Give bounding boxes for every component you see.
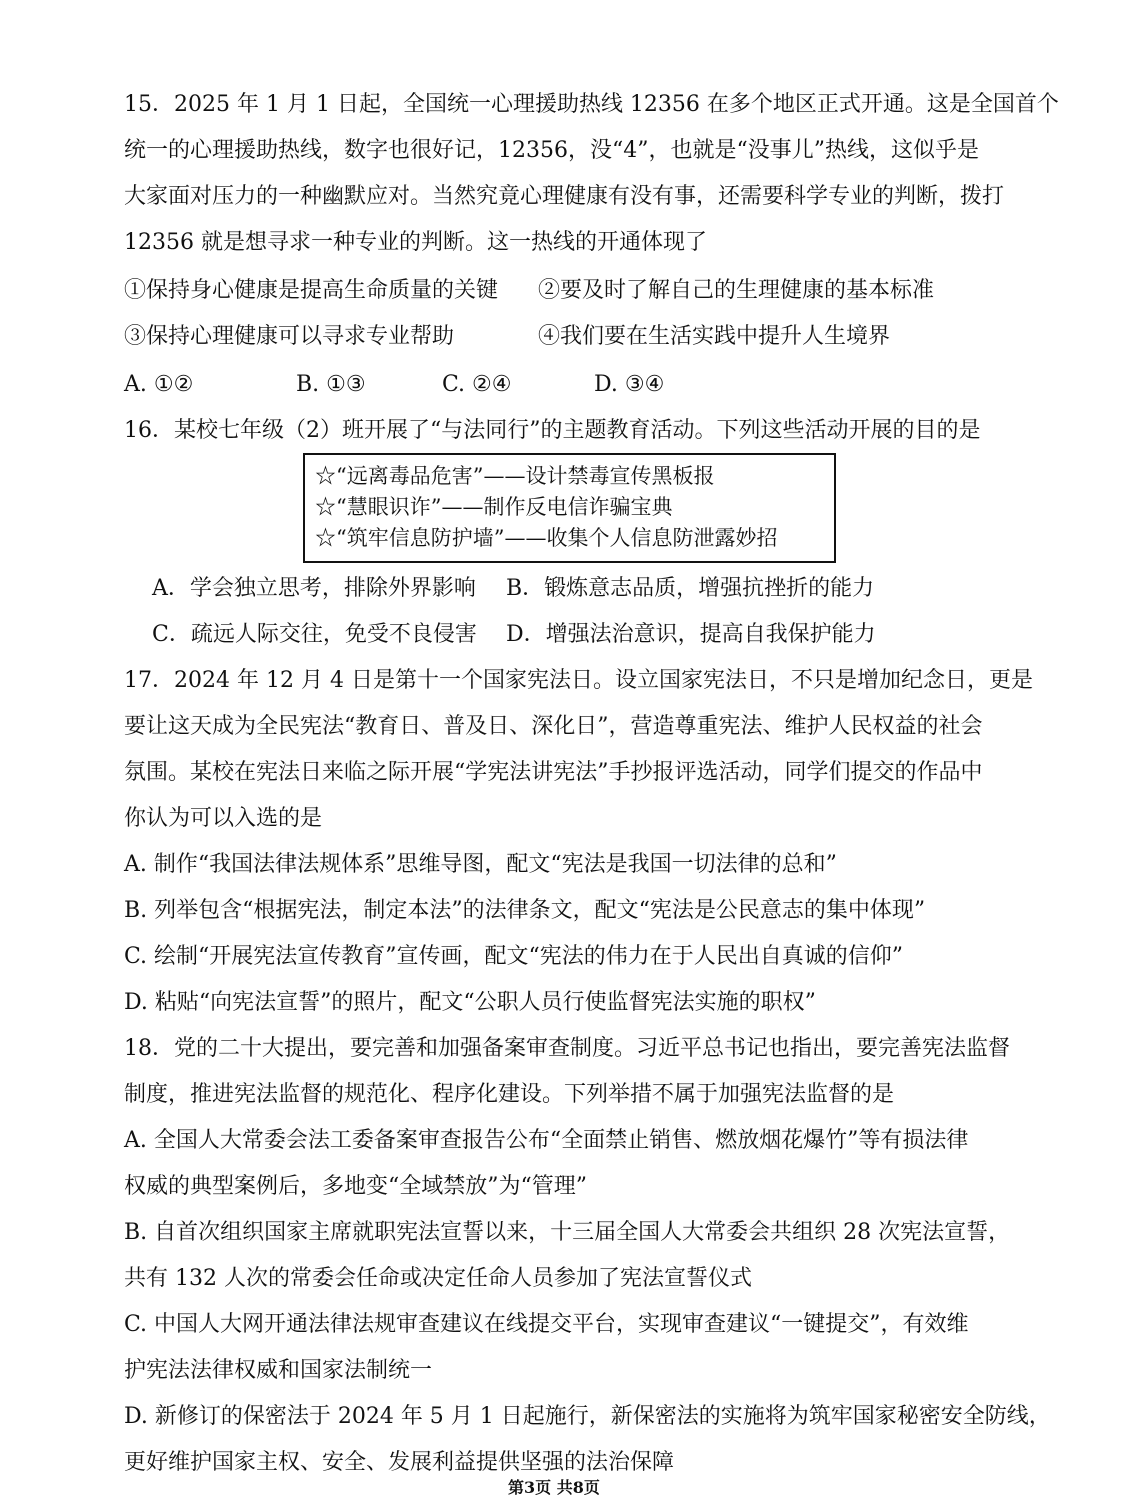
q15-line: 12356 就是想寻求一种专业的判断。这一热线的开通体现了 — [124, 230, 707, 255]
q18-choice-d: D. 新修订的保密法于 2024 年 5 月 1 日起施行，新保密法的实施将为筑牢国家秘密安全防线， — [124, 1404, 1051, 1429]
q17-choice-b: B. 列举包含“根据宪法，制定本法”的法律条文，配文“宪法是公民意志的集中体现” — [124, 898, 926, 923]
q16-activity: ☆“筑牢信息防护墙”——收集个人信息防泄露妙招 — [315, 526, 778, 550]
q15-statement: ④我们要在生活实践中提升人生境界 — [538, 324, 891, 349]
q15-statement: ③保持心理健康可以寻求专业帮助 — [124, 324, 455, 349]
q18-choice-b: B. 自首次组织国家主席就职宪法宣誓以来，十三届全国人大常委会共组织 28 次宪法宣誓， — [124, 1220, 1011, 1245]
q17-line: 要让这天成为全民宪法“教育日、普及日、深化日”，营造尊重宪法、维护人民权益的社会 — [124, 714, 983, 739]
q15-line: 15．2025 年 1 月 1 日起，全国统一心理援助热线 12356 在多个地区正式开通。这是全国首个 — [124, 92, 1059, 117]
q16-choice-b: B．锻炼意志品质，增强抗挫折的能力 — [506, 576, 875, 601]
q17-choice-d: D. 粘贴“向宪法宣誓”的照片，配文“公职人员行使监督宪法实施的职权” — [124, 990, 816, 1015]
q16-activity: ☆“远离毒品危害”——设计禁毒宣传黑板报 — [315, 464, 715, 488]
q16-stem: 16．某校七年级（2）班开展了“与法同行”的主题教育活动。下列这些活动开展的目的是 — [124, 418, 981, 443]
q15-choice-a: A. ①② — [124, 372, 194, 397]
q15-line: 大家面对压力的一种幽默应对。当然究竟心理健康有没有事，还需要科学专业的判断，拨打 — [124, 184, 1005, 209]
q17-choice-a: A. 制作“我国法律法规体系”思维导图，配文“宪法是我国一切法律的总和” — [124, 852, 837, 877]
q17-line: 氛围。某校在宪法日来临之际开展“学宪法讲宪法”手抄报评选活动，同学们提交的作品中 — [124, 760, 983, 785]
q16-choice-c: C．疏远人际交往，免受不良侵害 — [152, 622, 477, 647]
q18-line: 制度，推进宪法监督的规范化、程序化建设。下列举措不属于加强宪法监督的是 — [124, 1082, 895, 1107]
q18-choice-a: A. 全国人大常委会法工委备案审查报告公布“全面禁止销售、燃放烟花爆竹”等有损法律 — [124, 1128, 969, 1153]
q18-line: 护宪法法律权威和国家法制统一 — [124, 1358, 433, 1383]
q15-line: 统一的心理援助热线，数字也很好记，12356，没“4”，也就是“没事儿”热线，这似乎是 — [124, 138, 979, 163]
q16-choice-d: D．增强法治意识，提高自我保护能力 — [506, 622, 876, 647]
q15-statement: ②要及时了解自己的生理健康的基本标准 — [538, 278, 935, 303]
q16-choice-a: A．学会独立思考，排除外界影响 — [152, 576, 476, 601]
q16-activity-box — [303, 453, 836, 563]
page-number: 第3页 共8页 — [508, 1478, 600, 1497]
q17-line: 你认为可以入选的是 — [124, 806, 323, 831]
q17-line: 17．2024 年 12 月 4 日是第十一个国家宪法日。设立国家宪法日，不只是增加纪念日，更是 — [124, 668, 1033, 693]
q15-choice-c: C. ②④ — [442, 372, 512, 397]
q18-line: 更好维护国家主权、安全、发展利益提供坚强的法治保障 — [124, 1450, 675, 1475]
q18-choice-c: C. 中国人大网开通法律法规审查建议在线提交平台，实现审查建议“一键提交”，有效维 — [124, 1312, 969, 1337]
q15-choice-b: B. ①③ — [296, 372, 366, 397]
q15-choice-d: D. ③④ — [594, 372, 665, 397]
q18-line: 共有 132 人次的常委会任命或决定任命人员参加了宪法宣誓仪式 — [124, 1266, 752, 1291]
q15-statement: ①保持身心健康是提高生命质量的关键 — [124, 278, 499, 303]
q17-choice-c: C. 绘制“开展宪法宣传教育”宣传画，配文“宪法的伟力在于人民出自真诚的信仰” — [124, 944, 904, 969]
q18-line: 权威的典型案例后，多地变“全域禁放”为“管理” — [124, 1174, 587, 1199]
q18-line: 18．党的二十大提出，要完善和加强备案审查制度。习近平总书记也指出，要完善宪法监督 — [124, 1036, 1010, 1061]
q16-activity: ☆“慧眼识诈”——制作反电信诈骗宝典 — [315, 495, 673, 519]
